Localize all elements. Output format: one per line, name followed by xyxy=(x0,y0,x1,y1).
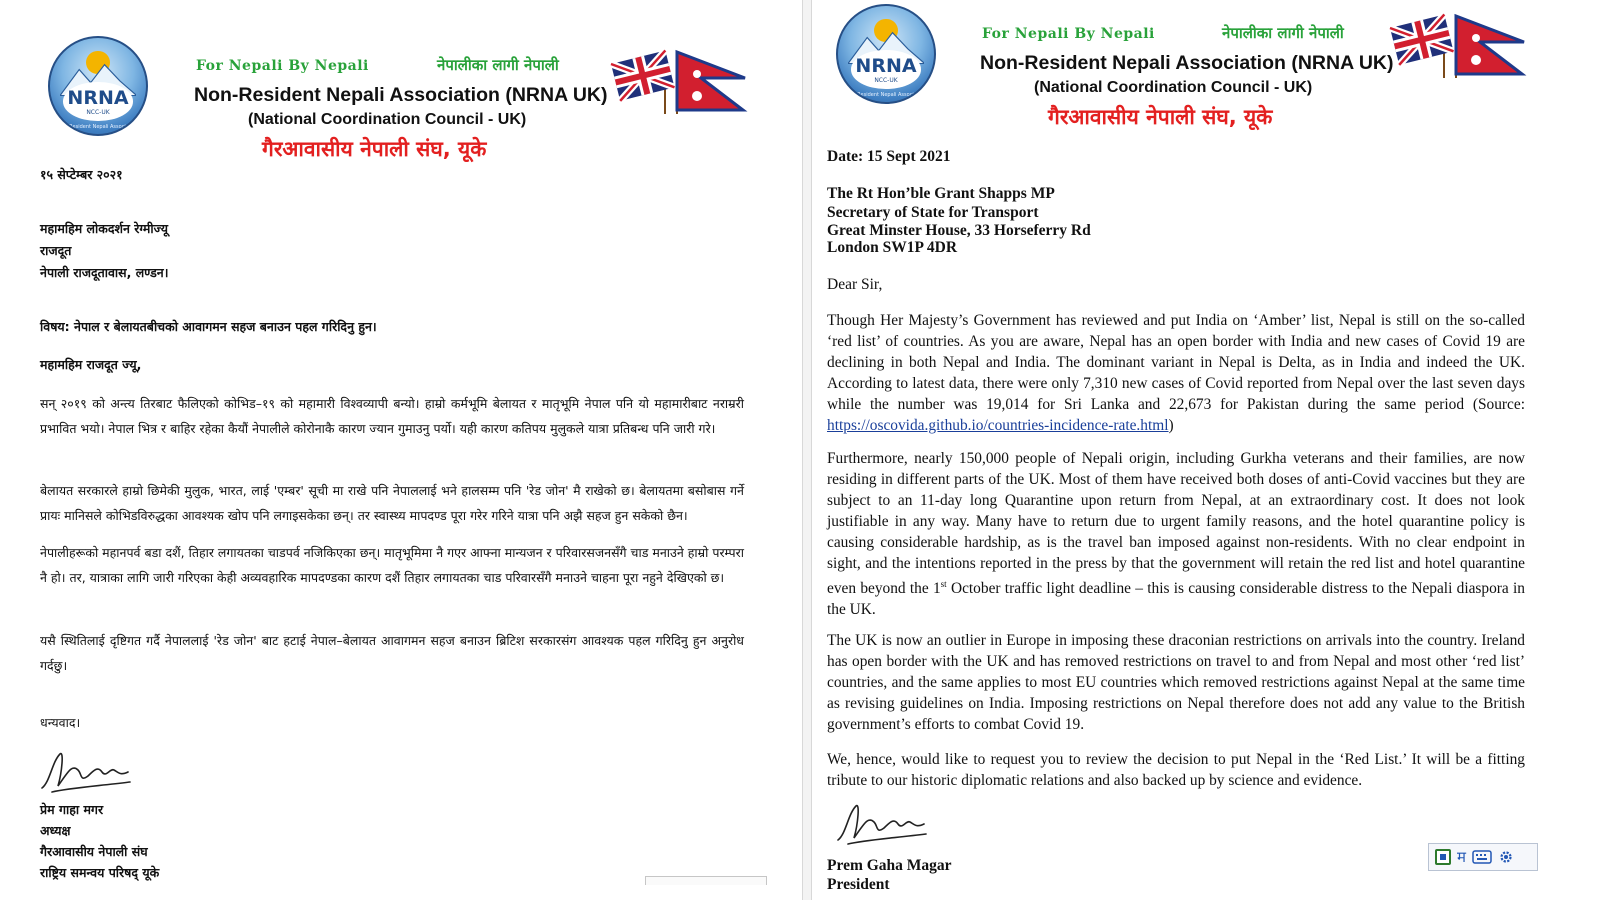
signatory-name: Prem Gaha Magar xyxy=(827,857,952,874)
gear-icon[interactable] xyxy=(1498,849,1514,865)
letter-english xyxy=(812,0,1600,900)
scroll-edge xyxy=(645,876,767,885)
signatory-line: राष्ट्रिय समन्वय परिषद् यूके xyxy=(40,865,160,880)
language-input-widget[interactable] xyxy=(1428,843,1538,871)
nrna-logo: NRNA NCC-UK Non-Resident Nepali Association xyxy=(48,36,148,136)
recipient-line: London SW1P 4DR xyxy=(827,239,958,256)
letter-subject: विषय: नेपाल र बेलायतबीचको आवागमन सहज बनाउन पहल गरिदिनु हुन। xyxy=(40,319,377,334)
language-bar-icon[interactable] xyxy=(1435,849,1451,865)
tagline-en: For Nepali By Nepali xyxy=(196,58,369,74)
body-paragraph: The UK is now an outlier in Europe in imposing these draconian restrictions on arrivals into the country. Ireland has open border with the UK and has removed restrictions on travel to and from Nepal and most other ‘red list’ countries, and the same applies to most EU countries which removed restrictions against Nepal at the same time as revising guidelines on India. Imposing restrictions on Nepal therefore does not add any value to the British government’s efforts to combat Covid 19. xyxy=(827,632,1525,733)
recipient-line: नेपाली राजदूतावास, लण्डन। xyxy=(40,265,169,280)
language-indicator[interactable]: म xyxy=(1457,848,1466,866)
org-subtitle: (National Coordination Council - UK) xyxy=(248,111,527,128)
tagline-ne: नेपालीका लागी नेपाली xyxy=(437,56,559,74)
body-paragraph: Furthermore, nearly 150,000 people of Nepali origin, including Gurkha veterans and their families, are now residing in different parts of the UK. Most of them have received both doses of anti-Covid vaccines but they are subject to an 11-day long Quarantine upon return from Nepal, at an extraordinary cost. It does not look justifiable in any way. Many have to return due to urgent family reasons, and the hotel quarantine policy is causing considerable hardship, as is the travel ban imposed against non-residents. With no clear endpoint in sight, and the intentions reported in the press by that the government will retain the red list and hotel quarantine even beyond the 1st October traffic light deadline – this is causing considerable distress to the Nepali diaspora in the UK. xyxy=(827,450,1525,619)
recipient-line: Great Minster House, 33 Horseferry Rd xyxy=(827,222,1091,239)
body-paragraph: सन् २०१९ को अन्त्य तिरबाट फैलिएको कोभिड–१९ को महामारी विश्वव्यापी बन्यो। हाम्रो कर्मभूमि बेलायत र मातृभूमि नेपाल पनि यो महामारीबाट नराम्ररी प्रभावित भयो। नेपाल भित्र र बाहिर रहेका कैयौं नेपालीले कोरोनाकै कारण ज्यान गुमाउनु पर्यो। यही कारण कतिपय मुलुकले यात्रा प्रतिबन्ध पनि जारी गरे। xyxy=(40,396,744,436)
recipient-line: राजदूत xyxy=(40,243,72,258)
signatory-line: अध्यक्ष xyxy=(40,823,71,838)
recipient-line: Secretary of State for Transport xyxy=(827,204,1039,221)
body-paragraph: We, hence, would like to request you to review the decision to put Nepal in the ‘Red List.’ It will be a fitting tribute to our historic diplomatic relations and also backed up by science and evidence. xyxy=(827,751,1525,789)
tagline-ne: नेपालीका लागी नेपाली xyxy=(1222,24,1344,42)
page-divider xyxy=(802,0,812,900)
signatory-title: President xyxy=(827,876,890,893)
keyboard-icon[interactable] xyxy=(1472,850,1492,864)
signature xyxy=(834,794,934,850)
org-name-nepali: गैरआवासीय नेपाली संघ, यूके xyxy=(262,137,487,161)
uk-nepal-flags-icon xyxy=(605,44,753,118)
uk-nepal-flags-icon xyxy=(1384,8,1532,82)
closing: धन्यवाद। xyxy=(40,715,81,730)
org-name: Non-Resident Nepali Association (NRNA UK) xyxy=(980,52,1394,74)
salutation: महामहिम राजदूत ज्यू, xyxy=(40,357,142,372)
signature xyxy=(38,742,138,798)
body-paragraph: नेपालीहरूको महानपर्व बडा दशैं, तिहार लगायतका चाडपर्व नजिकिएका छन्। मातृभूमिमा नै गएर आफ्ना मान्यजन र परिवारसजनसँगै चाड मनाउने हाम्रो परम्परा नै हो। तर, यात्राका लागि जारी गरिएका केही अव्यवहारिक मापदण्डका कारण दशैं तिहार लगायतका चाड परिवारसँगै मनाउने चाहना पूरा नहुने देखिएको छ। xyxy=(40,545,744,585)
org-name-nepali: गैरआवासीय नेपाली संघ, यूके xyxy=(1048,105,1273,129)
body-paragraph: Though Her Majesty’s Government has reviewed and put India on ‘Amber’ list, Nepal is still on the so-called ‘red list’ of countries. As you are aware, Nepal has an open border with India and new cases of Covid 19 are declining in both Nepal and India. The dominant variant in Nepal is Delta, as in India and indeed the UK. According to latest data, there were only 7,310 new cases of Covid reported from Nepal over the last seven days while the number was 19,014 for Sri Lanka and 22,673 for Pakistan during the same period (Source: https://oscovida.github.io/countries-incidence-rate.html) xyxy=(827,312,1525,434)
body-paragraph: बेलायत सरकारले हाम्रो छिमेकी मुलुक, भारत, लाई 'एम्बर' सूची मा राखे पनि नेपाललाई भने हालसम्म पनि 'रेड जोन' मै राखेको छ। बेलायतमा बसोबास गर्ने प्रायः मानिसले कोभिडविरुद्धका आवश्यक खोप पनि लगाइसकेका छन्। तर स्वास्थ्य मापदण्ड पूरा गरेर गरिने यात्रा पनि अझै सहज हुन सकेको छैन। xyxy=(40,483,744,523)
body-paragraph: यसै स्थितिलाई दृष्टिगत गर्दै नेपाललाई 'रेड जोन' बाट हटाई नेपाल–बेलायत आवागमन सहज बनाउन ब्रिटिश सरकारसंग आवश्यक पहल गरिदिनु हुन अनुरोध गर्दछु। xyxy=(40,633,744,673)
letter-date: Date: 15 Sept 2021 xyxy=(827,148,951,165)
signatory-line: गैरआवासीय नेपाली संघ xyxy=(40,844,148,859)
recipient-line: The Rt Hon’ble Grant Shapps MP xyxy=(827,185,1055,202)
tagline-en: For Nepali By Nepali xyxy=(982,26,1155,42)
salutation: Dear Sir, xyxy=(827,276,883,293)
recipient-line: महामहिम लोकदर्शन रेग्मीज्यू xyxy=(40,221,169,236)
org-name: Non-Resident Nepali Association (NRNA UK) xyxy=(194,84,608,106)
letter-date: १५ सेप्टेम्बर २०२१ xyxy=(40,167,123,182)
nrna-logo: NRNA NCC-UK Non-Resident Nepali Association xyxy=(836,4,936,104)
signatory-line: प्रेम गाहा मगर xyxy=(40,802,104,817)
source-link[interactable]: https://oscovida.github.io/countries-incidence-rate.html xyxy=(827,417,1169,434)
org-subtitle: (National Coordination Council - UK) xyxy=(1034,79,1313,96)
